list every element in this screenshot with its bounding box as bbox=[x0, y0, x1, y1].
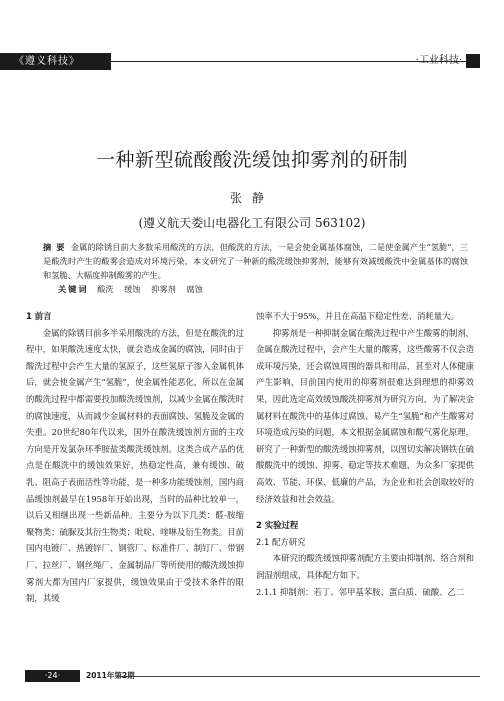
abstract-label: 摘 要 bbox=[43, 242, 66, 252]
section-heading: 1 前言 bbox=[26, 311, 52, 321]
affiliation: (遵义航天娄山电器化工有限公司 563102) bbox=[138, 216, 366, 230]
keyword: 抑雾剂 bbox=[151, 284, 176, 294]
abstract-text: 金属的除锈目前大多数采用酸洗的方法，但酸洗的方法，一是会使金属基体腐蚀，二是使金属产生“氢脆”，三是酸洗时产生的酸雾会造成对环境污染，本文研究了一种新的酸洗缓蚀抑雾剂，能够有效减缓酸洗中金属基体的腐蚀和氢脆、大幅度抑制酸雾的产生。 bbox=[43, 242, 468, 280]
keywords bbox=[58, 282, 211, 296]
keyword: 缓蚀 bbox=[124, 284, 141, 294]
paragraph: 蚀率不大于95%，并且在高温下稳定性差、消耗量大。 bbox=[256, 311, 459, 321]
author: 张静 bbox=[229, 191, 274, 205]
journal-name-band: 《遵义科技》 bbox=[0, 53, 111, 70]
keyword: 腐蚀 bbox=[186, 284, 203, 294]
issue-label: 2011年第2期 bbox=[86, 671, 135, 680]
right-column bbox=[256, 308, 474, 600]
paragraph: 2.1.1 抑制剂：若丁、邻甲基苯胺、蛋白质、硫酸、乙二 bbox=[256, 586, 465, 597]
footer-rule bbox=[118, 676, 480, 677]
paragraph: 金属的除锈目前多半采用酸洗的方法，但是在酸洗的过程中，如果酸洗速度太快，就会造成金属的腐蚀，同时由于酸洗过程中会产生大量的氢原子，这些氢原子渗入金属机体后，就会使金属产生“氢脆”，使金属性能恶化，所以在金属的酸洗过程中都需要投加酸洗缓蚀剂，以减少金属在酸洗时的腐蚀速度，从而减少金属材料的表面腐蚀、氢脆及金属的失重。20世纪80年代以来，国外在酸洗缓蚀剂方面的主攻方向是开发氯杂环季胺盐类酸洗缓蚀剂。这类合成产品的优点是在酸洗中的缓蚀效果好，热稳定性高，兼有缓蚀、破乳、阻高子表面活性等功能，是一种多功能缓蚀剂，国内商品缓蚀剂最早在1958年开始出现，当时的品种比较单一，以后又相继出现一些新品种。主要分为以下几类：醛-胺缩聚物类；硫脲及其衍生物类；吡啶、喹啉及衍生物类。目前国内电镀厂、热镀锌厂、钢管厂、标准件厂、制钉厂、带钢厂、拉丝厂、钢丝绳厂、金属制品厂等所使用的酸洗缓蚀抑雾剂大都为国内厂家提供，缓蚀效果由于受技术条件的限制，其缓 bbox=[26, 327, 244, 604]
abstract bbox=[43, 240, 468, 282]
keyword: 酸洗 bbox=[97, 284, 114, 294]
subsection-heading: 2.1 配方研究 bbox=[256, 536, 306, 547]
spacer bbox=[256, 507, 474, 517]
keywords-label: 关键词 bbox=[58, 284, 89, 294]
section-label: ·工业科技· bbox=[415, 55, 462, 66]
paragraph: 本研究的酸洗缓蚀抑雾剂配方主要由抑制剂、络合剂和润湿剂组成，具体配方如下。 bbox=[256, 553, 474, 580]
left-column bbox=[26, 308, 244, 607]
header-square-mark bbox=[466, 54, 480, 68]
page-number: ·24· bbox=[25, 670, 80, 682]
paragraph: 抑雾剂是一种抑制金属在酸洗过程中产生酸雾的制剂，金属在酸洗过程中，会产生大量的酸雾，这些酸雾不仅会造成环境污染，还会腐蚀周围的器具和用品，甚至对人体健康产生影响，目前国内使用的抑雾剂很难达到理想的抑雾效果，因此选定高效缓蚀酸洗抑雾剂为研究方向，为了解决金属材料在酸洗中的基体过腐蚀、易产生“氢脆”和产生酸雾对环境造成污染的问题，本文根据金属腐蚀和酸气雾化原理，研究了一种新型的酸洗缓蚀抑雾剂，以图切实解决钢铁在硫酸酸洗中的缓蚀、抑雾、稳定等技术难题，为众多厂家提供高效、节能、环保、低廉的产品，为企业和社会创取较好的经济效益和社会效益。 bbox=[256, 327, 474, 504]
section-heading: 2 实验过程 bbox=[256, 520, 299, 531]
article-title: 一种新型硫酸酸洗缓蚀抑雾剂的研制 bbox=[95, 149, 408, 171]
